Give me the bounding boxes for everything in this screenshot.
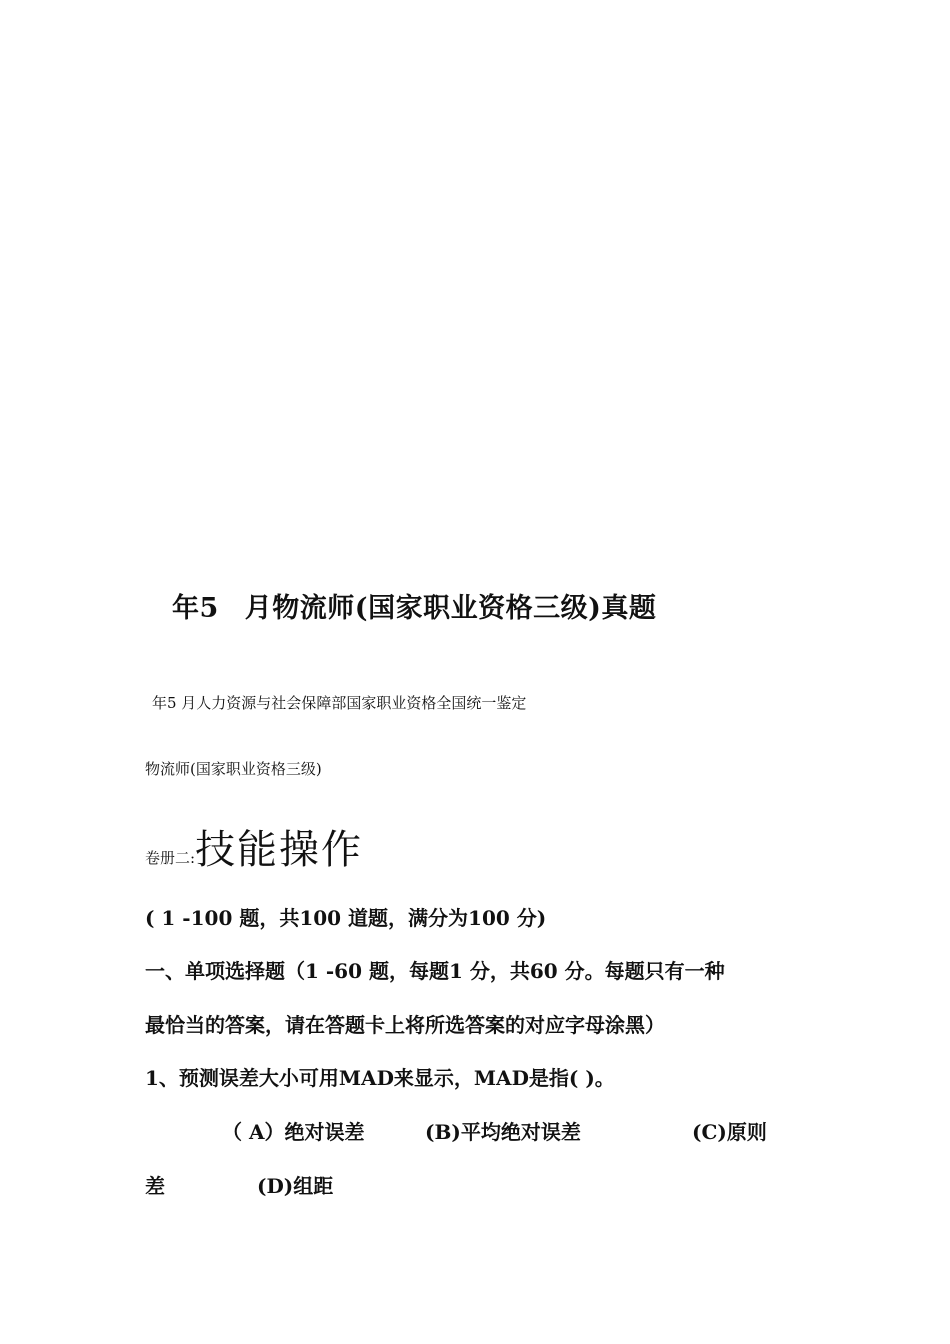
volume-heading bbox=[145, 818, 363, 875]
title-year-month: 年5 bbox=[172, 593, 219, 624]
question-1-stem: 1、预测误差大小可用MAD来显示，MAD是指( )。 bbox=[145, 1066, 615, 1090]
question-1-option-a: （ A）绝对误差 bbox=[222, 1120, 365, 1144]
subtitle-line-1: 年5 月人力资源与社会保障部国家职业资格全国统一鉴定 bbox=[152, 694, 527, 712]
section-heading-line-1: 一、单项选择题（1 -60 题，每题1 分，共60 分。每题只有一种 bbox=[145, 959, 725, 983]
volume-name: 技能操作 bbox=[195, 827, 364, 873]
question-1-option-d: (D)组距 bbox=[257, 1174, 334, 1198]
title-text: 月物流师(国家职业资格三级)真题 bbox=[244, 593, 657, 624]
score-note: ( 1 -100 题，共100 道题，满分为100 分) bbox=[145, 906, 547, 930]
section-heading-line-2: 最恰当的答案，请在答题卡上将所选答案的对应字母涂黑） bbox=[145, 1013, 665, 1037]
question-1-option-c-wrap: 差 bbox=[145, 1174, 165, 1198]
volume-label: 卷册二: bbox=[145, 849, 196, 867]
document-title bbox=[172, 586, 656, 625]
subtitle-line-2: 物流师(国家职业资格三级) bbox=[145, 760, 322, 778]
question-1-option-b: (B)平均绝对误差 bbox=[425, 1120, 581, 1144]
question-1-option-c: (C)原则 bbox=[692, 1120, 767, 1144]
